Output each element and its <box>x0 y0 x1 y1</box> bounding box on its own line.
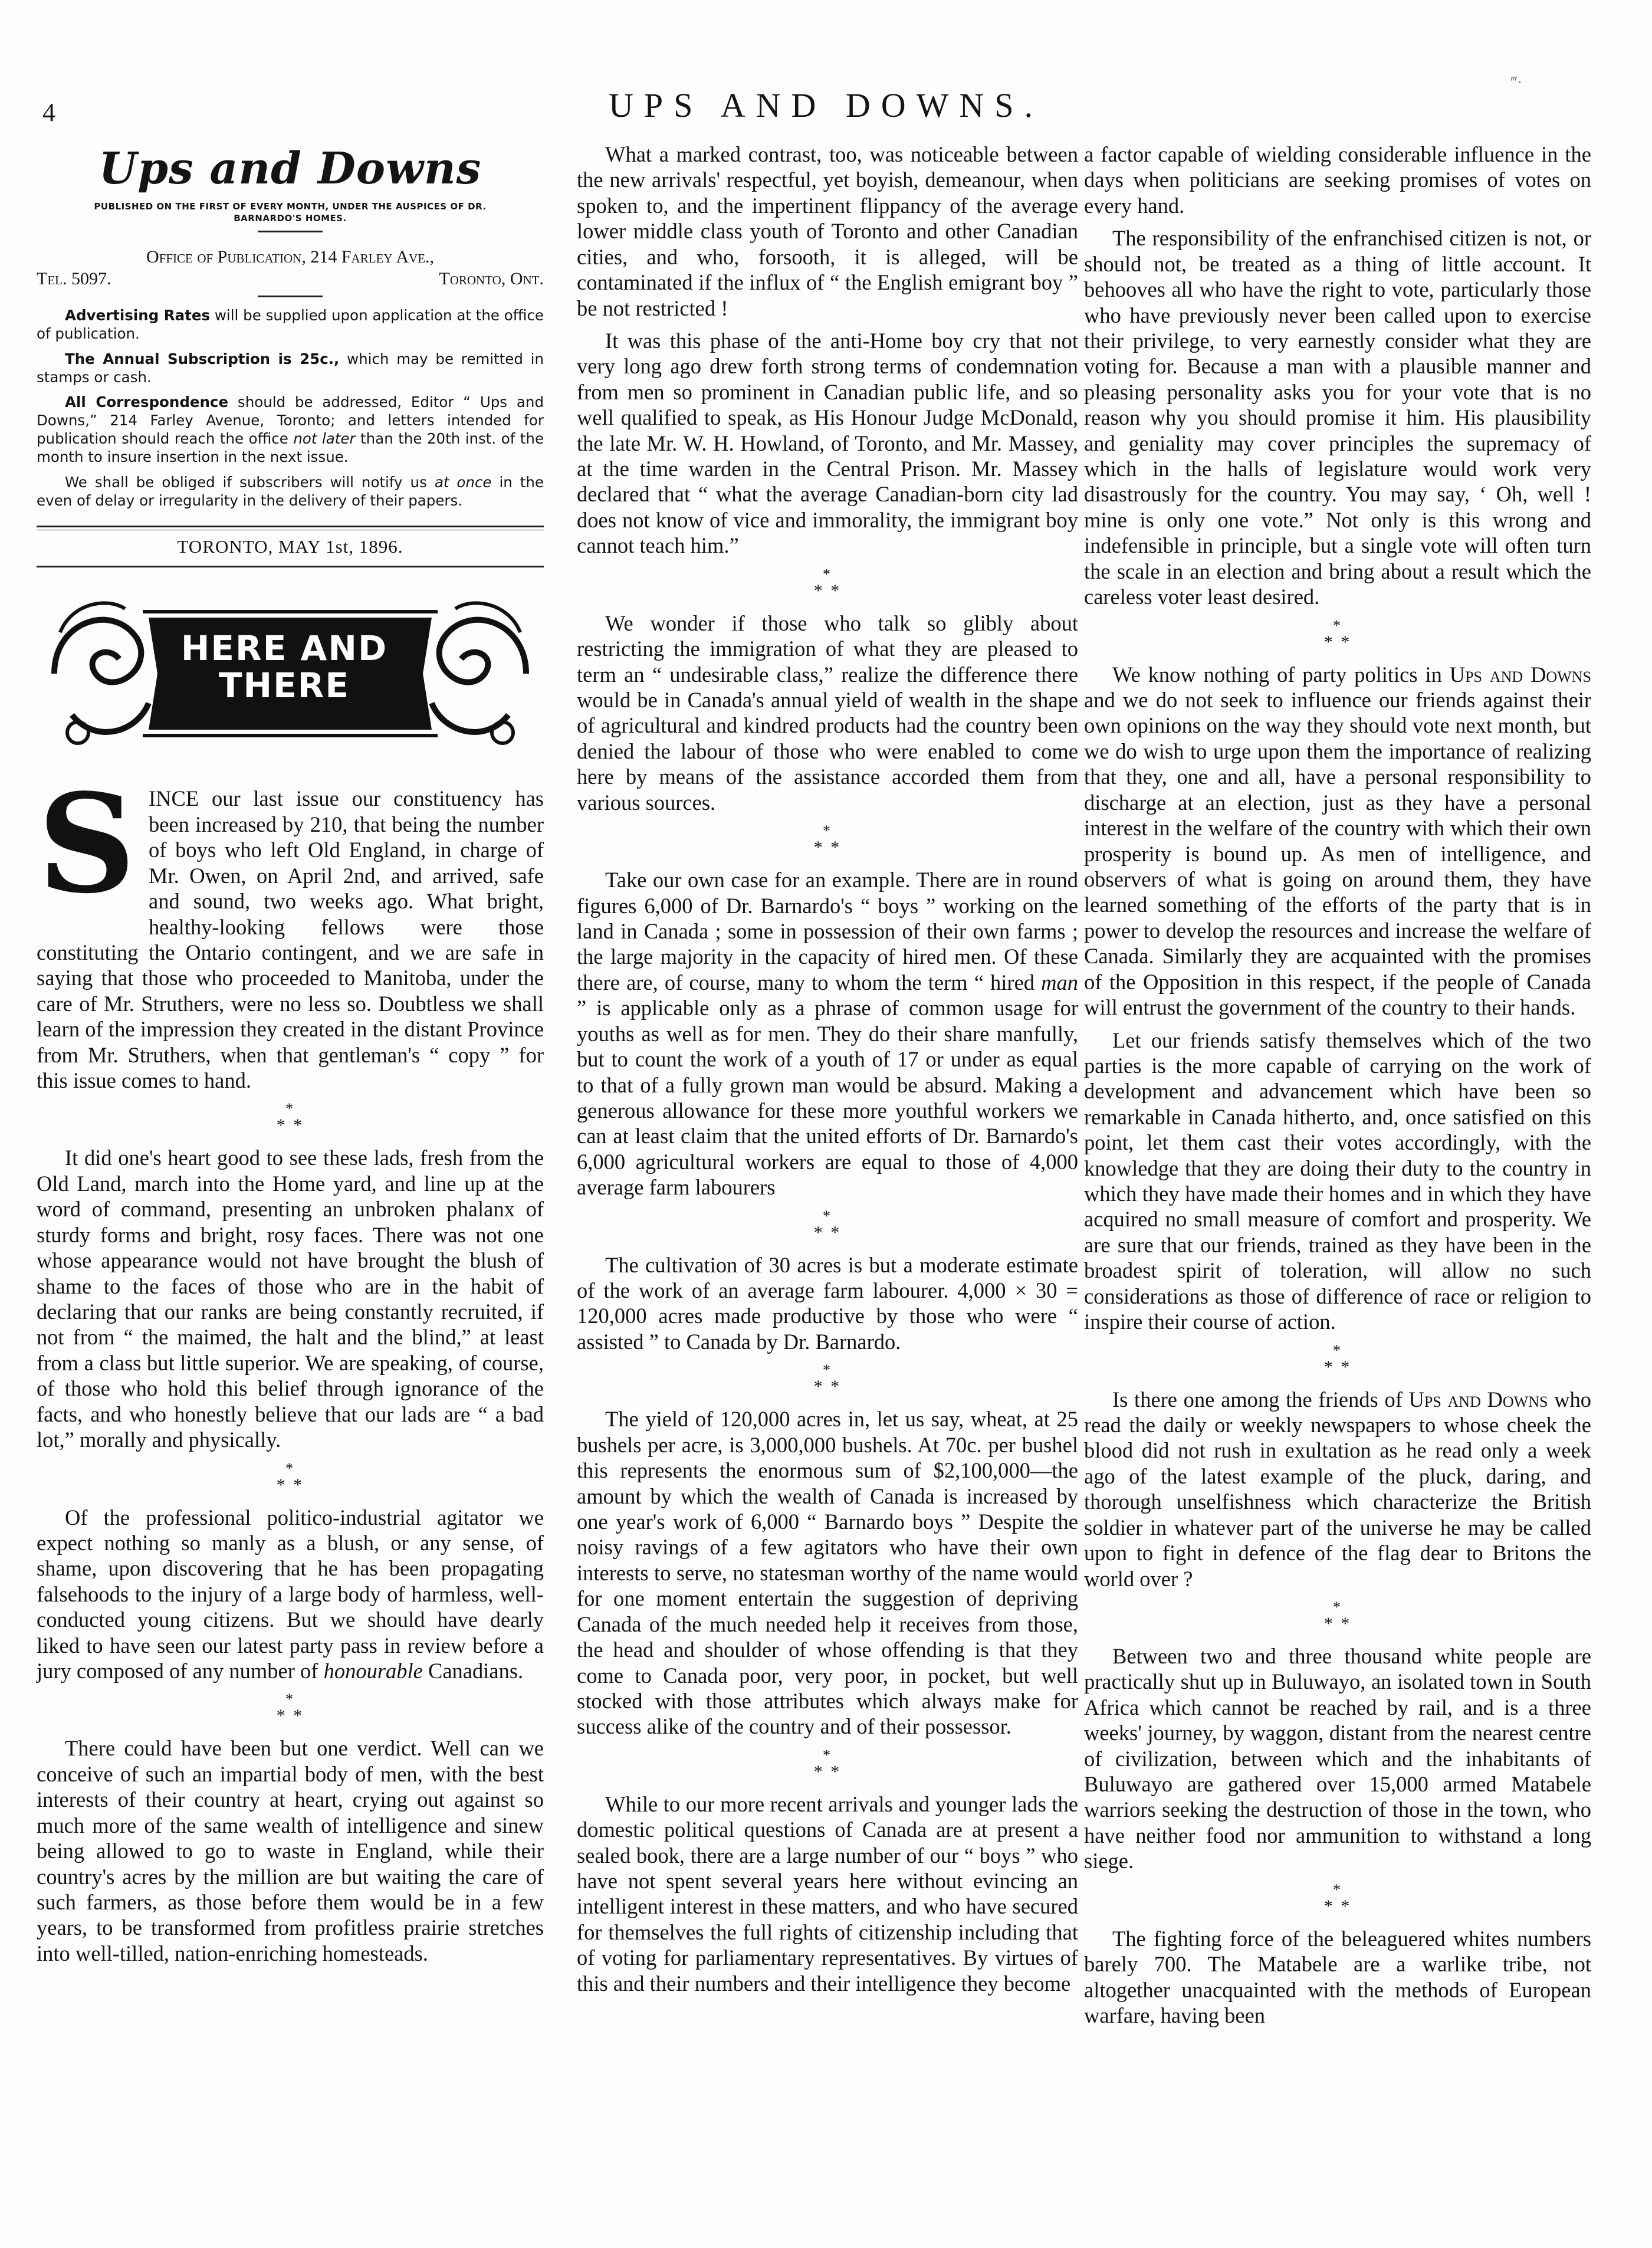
section-separator: * * * <box>813 1207 842 1242</box>
correspondence-notice: All Correspondence should be addressed, Editor “ Ups and Downs,” 214 Farley Avenue, Toronto; and letters intended for publication should reach the office not later than the 20th inst. of the month to insure insertion in the next issue. <box>37 393 544 465</box>
article-paragraph: Of the professional politico-industrial agitator we expect nothing so manly as a blush, or any sense, of shame, upon discovering that he has been propagating falsehoods to the injury of a large body of harmless, well-conducted young citizens. But we should have dearly liked to have seen our latest party pass in review before a jury composed of any number of honourable Canadians. <box>37 1505 544 1683</box>
running-head: UPS AND DOWNS. <box>608 86 1043 124</box>
section-separator: * * * <box>813 1746 842 1781</box>
article-paragraph: What a marked contrast, too, was noticeable between the new arrivals' respectful, yet boyish, demeanour, when spoken to, and the impertinent flippancy of the average lower middle class youth of Toronto and other Canadian cities, and who, forsooth, it is alleged, will be contaminated if the influx of “ the English emigrant boy ” be not restricted ! <box>577 142 1078 320</box>
dateline: TORONTO, MAY 1st, 1896. <box>177 536 403 557</box>
article-paragraph: Is there one among the friends of Ups and Downs who read the daily or weekly newspapers to whose cheek the blood did not rush in exultation as he read only a week ago of the latest example of the pluck, daring, and thorough unselfishness which characterize the British soldier in whatever part of the universe he may be called upon to fight in defence of the flag dear to Britons the world over ? <box>1084 1387 1592 1591</box>
article-paragraph: S INCE our last issue our constituency has been increased by 210, that being the number of boys who left Old England, in charge of Mr. Owen, on April 2nd, and arrived, safe and sound, two weeks ago. What bright, healthy-looking fellows were those constituting the Ontario contingent, and we are safe in saying that those who proceeded to Manitoba, under the care of Mr. Struthers, were no less so. Doubtless we shall learn of the impression they created in the distant Province from Mr. Struthers, when that gentleman's “ copy ” for this issue comes to hand. <box>37 764 544 1093</box>
article-paragraph: The cultivation of 30 acres is but a moderate estimate of the work of an average farm labourer. 4,000 × 30 = 120,000 acres made productive by those who were “ assisted ” to Canada by Dr. Barnardo. <box>577 1252 1078 1354</box>
dateline-box <box>37 526 544 568</box>
masthead-subtitle: PUBLISHED ON THE FIRST OF EVERY MONTH, UNDER THE AUSPICES OF DR. BARNARDO'S HOMES. <box>94 201 487 224</box>
article-paragraph: While to our more recent arrivals and younger lads the domestic political questions of Canada are at present a sealed book, there are a large number of our “ boys ” who have not spent several years here without evincing an intelligent interest in these matters, and who have secured for themselves the full rights of citizenship including that of voting for parliamentary representatives. By virtues of this and their numbers and their intelligence they become <box>577 1791 1078 1996</box>
column-3 <box>1084 142 1591 2035</box>
article-paragraph: Between two and three thousand white people are practically shut up in Buluwayo, an isolated town in South Africa which cannot be reached by rail, and is a three weeks' journey, by waggon, distant from the nearest centre of civilization, between which and the inhabitants of Buluwayo are gathered over 15,000 armed Matabele warriors seeking the destruction of those in the town, who have neither food nor ammunition to withstand a long siege. <box>1084 1643 1591 1873</box>
article-paragraph: It did one's heart good to see these lads, fresh from the Old Land, march into the Home yard, and line up at the word of command, presenting an unbroken phalanx of sturdy forms and bright, rosy faces. There was not one whose appearance would not have brought the blush of shame to the faces of those who are in the habit of declaring that our ranks are being constantly recruited, if not from “ the maimed, the halt and the blind,” at least from a class but little superior. We are speaking, of course, of those who hold this belief through ignorance of the facts, and who honestly believe that our lads are “ a bad lot,” morally and physically. <box>37 1146 544 1452</box>
section-separator: * * * <box>276 1459 304 1495</box>
drop-cap: S <box>37 764 136 924</box>
article-paragraph: Take our own case for an example. There are in round figures 6,000 of Dr. Barnardo's “ boys ” working on the land in Canada ; some in possession of their own farms ; the large majority in the capacity of hired men. Of these there are, of course, many to whom the term “ hired man ” is applicable only as a phrase of common usage for youths as well as for men. They do their share manfully, but to count the work of a youth of 17 or under as equal to that of a fully grown man would be absurd. Making a generous allowance for these more youthful workers we can at least claim that the united efforts of Dr. Barnardo's 6,000 agricultural workers are equal to those of 4,000 average farm labourers <box>577 868 1078 1200</box>
section-separator: * * * <box>1323 1881 1352 1916</box>
section-separator: * * * <box>813 822 842 858</box>
section-separator: * * * <box>813 1361 842 1397</box>
tel-line <box>37 268 544 290</box>
article-paragraph: We wonder if those who talk so glibly about restricting the immigration of what they are pleased to term an “ undesirable class,” realize the difference there would be in Canada's annual yield of wealth in the shape of agricultural and kindred products had the country been denied the labour of those who were enabled to come here by means of the assistance accorded them from various sources. <box>577 611 1078 815</box>
city: Toronto, Ont. <box>439 269 544 289</box>
column-2 <box>577 142 1078 2003</box>
article-paragraph: The responsibility of the enfranchised citizen is not, or should not, be treated as a thing of little account. It behooves all who have the right to vote, particularly those who have previously never been called upon to exercise their privilege, to very earnestly consider what they are voting for. Because a man with a plausible manner and pleasing personality asks you for your vote that is no reason why you should promise it him. His plausibility and geniality may cover principles the supremacy of which in the halls of legislature would work very disastrously for the country. You may say, ‘ Oh, well ! mine is only one vote.” Not only is this wrong and indefensible in principle, but a single vote will often turn the scale in an election and bring about a result which the careless voter least desired. <box>1084 226 1591 609</box>
banner-title: HERE AND THERE <box>180 628 388 706</box>
corner-mark: ‴· <box>1510 74 1522 91</box>
masthead-title: Ups and Downs <box>98 143 482 194</box>
column-1 <box>37 142 544 1973</box>
article-paragraph: It was this phase of the anti-Home boy cry that not very long ago drew forth strong terms of condemnation from men so prominent in Canadian public life, and so well qualified to speak, as His Honour Judge McDonald, the late Mr. W. H. Howland, of Toronto, and Mr. Massey, at the time warden in the Central Prison. Mr. Massey declared that “ what the average Canadian-born city lad does not know of vice and immorality, the immigrant boy cannot teach him.” <box>577 328 1078 558</box>
article-paragraph: The fighting force of the beleaguered whites numbers barely 700. The Matabele are a warlike tribe, not altogether unacquainted with the methods of European warfare, having been <box>1084 1926 1591 2027</box>
section-separator: * * * <box>1323 1598 1352 1633</box>
ornament-rule-2 <box>258 296 323 297</box>
ornament-rule <box>258 231 323 232</box>
article-paragraph: a factor capable of wielding considerable influence in the days when politicians are seeking promises of votes on every hand. <box>1084 142 1591 218</box>
section-separator: * * * <box>276 1691 304 1726</box>
telephone: Tel. 5097. <box>37 269 111 289</box>
section-separator: * * * <box>813 565 842 600</box>
office-line: Office of Publication, 214 Farley Ave., <box>146 247 435 267</box>
section-separator: * * * <box>276 1100 304 1136</box>
article-paragraph: Let our friends satisfy themselves which of the two parties is the more capable of carrying on the work of development and advancement which have been so remarkable in Canada hitherto, and, once satisfied on this point, let them cast their votes accordingly, with the knowledge that they are doing their duty to the country in which they have made their homes and in which they have acquired no small measure of comfort and prosperity. We are sure that our friends, trained as they have been in the broadest spirit of toleration, will allow no such considerations as those of difference of race or religion to inspire their course of action. <box>1084 1028 1591 1334</box>
here-and-there-banner <box>37 585 544 762</box>
article-paragraph: There could have been but one verdict. Well can we conceive of such an impartial body of men, with the best interests of their country at heart, crying out against so much more of the same wealth of intelligence and sinew being allowed to go to waste in England, while their country's acres by the million are but waiting the care of such farmers, as those before them would be in a few years, to be transformed from profitless prairie stretches into well-tilled, nation-enriching homesteads. <box>37 1736 544 1965</box>
delivery-notice: We shall be obliged if subscribers will notify us at once in the even of delay or irregularity in the delivery of their papers. <box>37 473 544 509</box>
page-number: 4 <box>42 98 55 127</box>
article-paragraph: We know nothing of party politics in Ups and Downs and we do not seek to influence our friends against their own opinions on the way they should vote next month, but we do wish to urge upon them the importance of realizing that they, one and all, have a personal responsibility to discharge at an election, just as they have a personal interest in the welfare of the country with which their own prosperity is bound up. As men of intelligence, and observers of what is going on around them, they have learned something of the efforts of the party that is in power to develop the resources and increase the welfare of Canada. Similarly they are acquainted with the promises of the Opposition in this respect, if the people of Canada will entrust the government of the country to their hands. <box>1084 662 1591 1020</box>
section-separator: * * * <box>1323 1341 1352 1377</box>
article-paragraph: The yield of 120,000 acres in, let us say, wheat, at 25 bushels per acre, is 3,000,000 bushels. At 70c. per bushel this represents the enormous sum of $2,100,000—the amount by which the wealth of Canada is increased by one year's work of 6,000 “ Barnardo boys ” Despite the noisy ravings of a few agitators who have their own interests to serve, no statesman worthy of the name would for one moment entertain the suggestion of depriving Canada of the much needed help it receives from those, the head and shoulder of whose offending is that they come to Canada poor, very poor, in pocket, but well stocked with those attributes which always make for success alike of the country and of their possessor. <box>577 1407 1078 1739</box>
section-separator: * * * <box>1323 616 1352 652</box>
advertising-notice: Advertising Rates will be supplied upon application at the office of publication. <box>37 306 544 342</box>
subscription-notice: The Annual Subscription is 25c., which may be remitted in stamps or cash. <box>37 350 544 386</box>
